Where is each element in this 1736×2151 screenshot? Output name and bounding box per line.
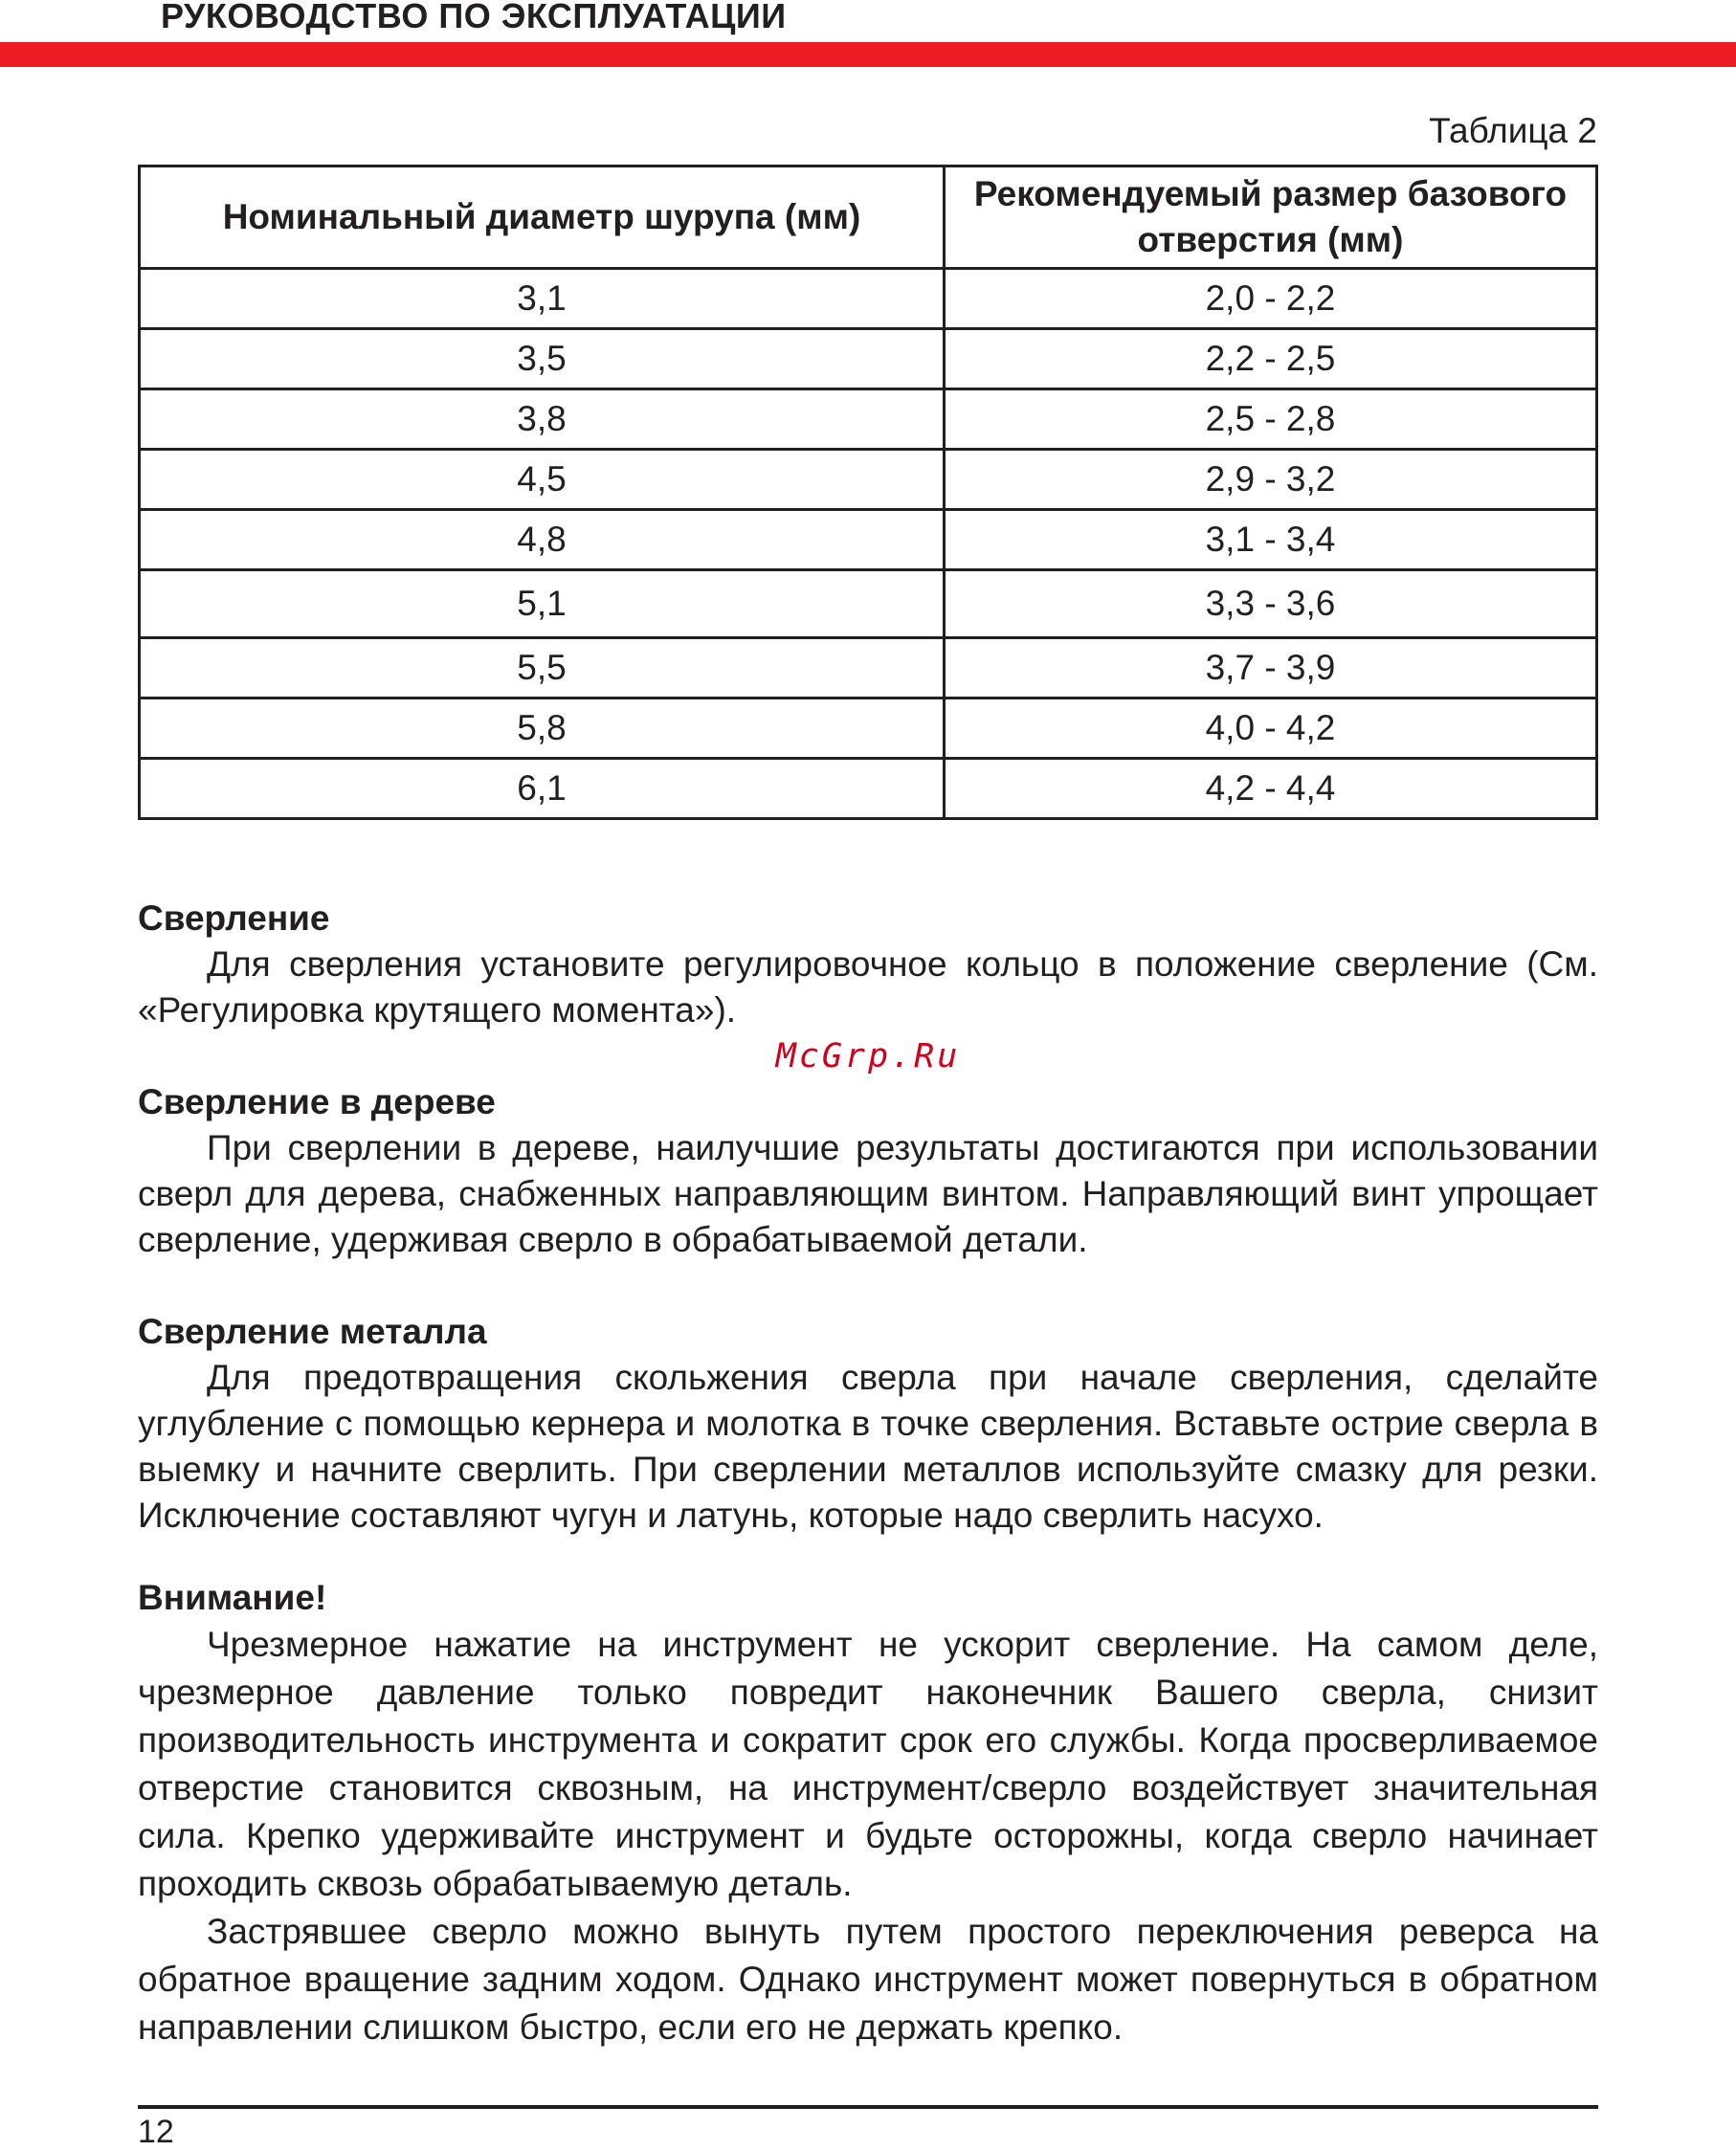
paragraph-warning-1: Чрезмерное нажатие на инструмент не ускорит сверление. На самом деле, чрезмерное давление только повредит наконечник Вашего сверла, снизит производительность инструмента и сократит срок его службы. Когда просверливаемое отверстие становится сквозным, на инструмент/сверло воздействует значительная сила. Крепко удерживайте инструмент и будьте осторожны, когда сверло начинает проходить сквозь обрабатываемую деталь. bbox=[138, 1625, 1598, 1903]
paragraph-metal: Для предотвращения скольжения сверла при начале сверления, сделайте углубление с помощью кернера и молотка в точке сверления. Вставьте острие сверла в выемку и начните сверлить. При сверлении металлов используйте смазку для резки. Исключение составляют чугун и латунь, которые надо сверлить насухо. bbox=[138, 1358, 1598, 1535]
paragraph-wood: При сверлении в дереве, наилучшие результаты достигаются при использовании сверл для дерева, снабженных направляющим винтом. Направляющий винт упрощает сверление, удерживая сверло в обрабатываемой детали. bbox=[138, 1128, 1598, 1259]
hole-size-cell: 2,0 - 2,2 bbox=[945, 269, 1597, 329]
table-row bbox=[140, 269, 1597, 329]
hole-size-cell: 4,2 - 4,4 bbox=[945, 759, 1597, 819]
section-heading-wood: Сверление в дереве bbox=[138, 1082, 496, 1121]
screw-diameter-cell: 3,5 bbox=[140, 329, 945, 389]
hole-size-cell: 2,5 - 2,8 bbox=[945, 389, 1597, 450]
header-screw-diameter: Номинальный диаметр шурупа (мм) bbox=[140, 166, 945, 269]
table-row bbox=[140, 510, 1597, 570]
hole-size-cell: 4,0 - 4,2 bbox=[945, 699, 1597, 759]
header-red-bar bbox=[0, 42, 1736, 67]
screw-diameter-cell: 3,1 bbox=[140, 269, 945, 329]
screw-diameter-cell: 6,1 bbox=[140, 759, 945, 819]
section-metal bbox=[138, 1309, 1598, 1539]
footer-divider bbox=[138, 2105, 1598, 2109]
hole-size-cell: 2,9 - 3,2 bbox=[945, 450, 1597, 510]
table-row bbox=[140, 450, 1597, 510]
section-heading-warning: Внимание! bbox=[138, 1578, 327, 1617]
section-heading-metal: Сверление металла bbox=[138, 1312, 487, 1351]
hole-size-cell: 3,1 - 3,4 bbox=[945, 510, 1597, 570]
table-row bbox=[140, 759, 1597, 819]
header-hole-size: Рекомендуемый размер базового отверстия (мм) bbox=[945, 166, 1597, 269]
screw-diameter-cell: 5,1 bbox=[140, 570, 945, 638]
page-number: 12 bbox=[138, 2114, 174, 2150]
table-row bbox=[140, 638, 1597, 699]
table-row bbox=[140, 389, 1597, 450]
section-drilling bbox=[138, 896, 1598, 1033]
watermark: McGrp.Ru bbox=[775, 1037, 961, 1076]
page-header-title: РУКОВОДСТВО ПО ЭКСПЛУАТАЦИИ bbox=[161, 0, 787, 35]
table-caption: Таблица 2 bbox=[1429, 111, 1597, 150]
hole-size-cell: 3,3 - 3,6 bbox=[945, 570, 1597, 638]
screw-diameter-cell: 3,8 bbox=[140, 389, 945, 450]
screw-diameter-cell: 5,8 bbox=[140, 699, 945, 759]
section-warning bbox=[138, 1575, 1598, 2051]
screw-hole-table bbox=[138, 165, 1598, 820]
table-row bbox=[140, 699, 1597, 759]
screw-diameter-cell: 4,5 bbox=[140, 450, 945, 510]
paragraph-warning-2: Застрявшее сверло можно вынуть путем простого переключения реверса на обратное вращение задним ходом. Однако инструмент может повернуться в обратном направлении слишком быстро, если его не держать крепко. bbox=[138, 1912, 1598, 2047]
section-heading-drilling: Сверление bbox=[138, 898, 330, 938]
paragraph-drilling: Для сверления установите регулировочное кольцо в положение сверление (См. «Регулировка крутящего момента»). bbox=[138, 944, 1598, 1030]
table-row bbox=[140, 570, 1597, 638]
hole-size-cell: 3,7 - 3,9 bbox=[945, 638, 1597, 699]
hole-size-cell: 2,2 - 2,5 bbox=[945, 329, 1597, 389]
screw-diameter-cell: 4,8 bbox=[140, 510, 945, 570]
section-wood bbox=[138, 1079, 1598, 1263]
screw-diameter-cell: 5,5 bbox=[140, 638, 945, 699]
table-header-row bbox=[140, 166, 1597, 269]
table-row bbox=[140, 329, 1597, 389]
